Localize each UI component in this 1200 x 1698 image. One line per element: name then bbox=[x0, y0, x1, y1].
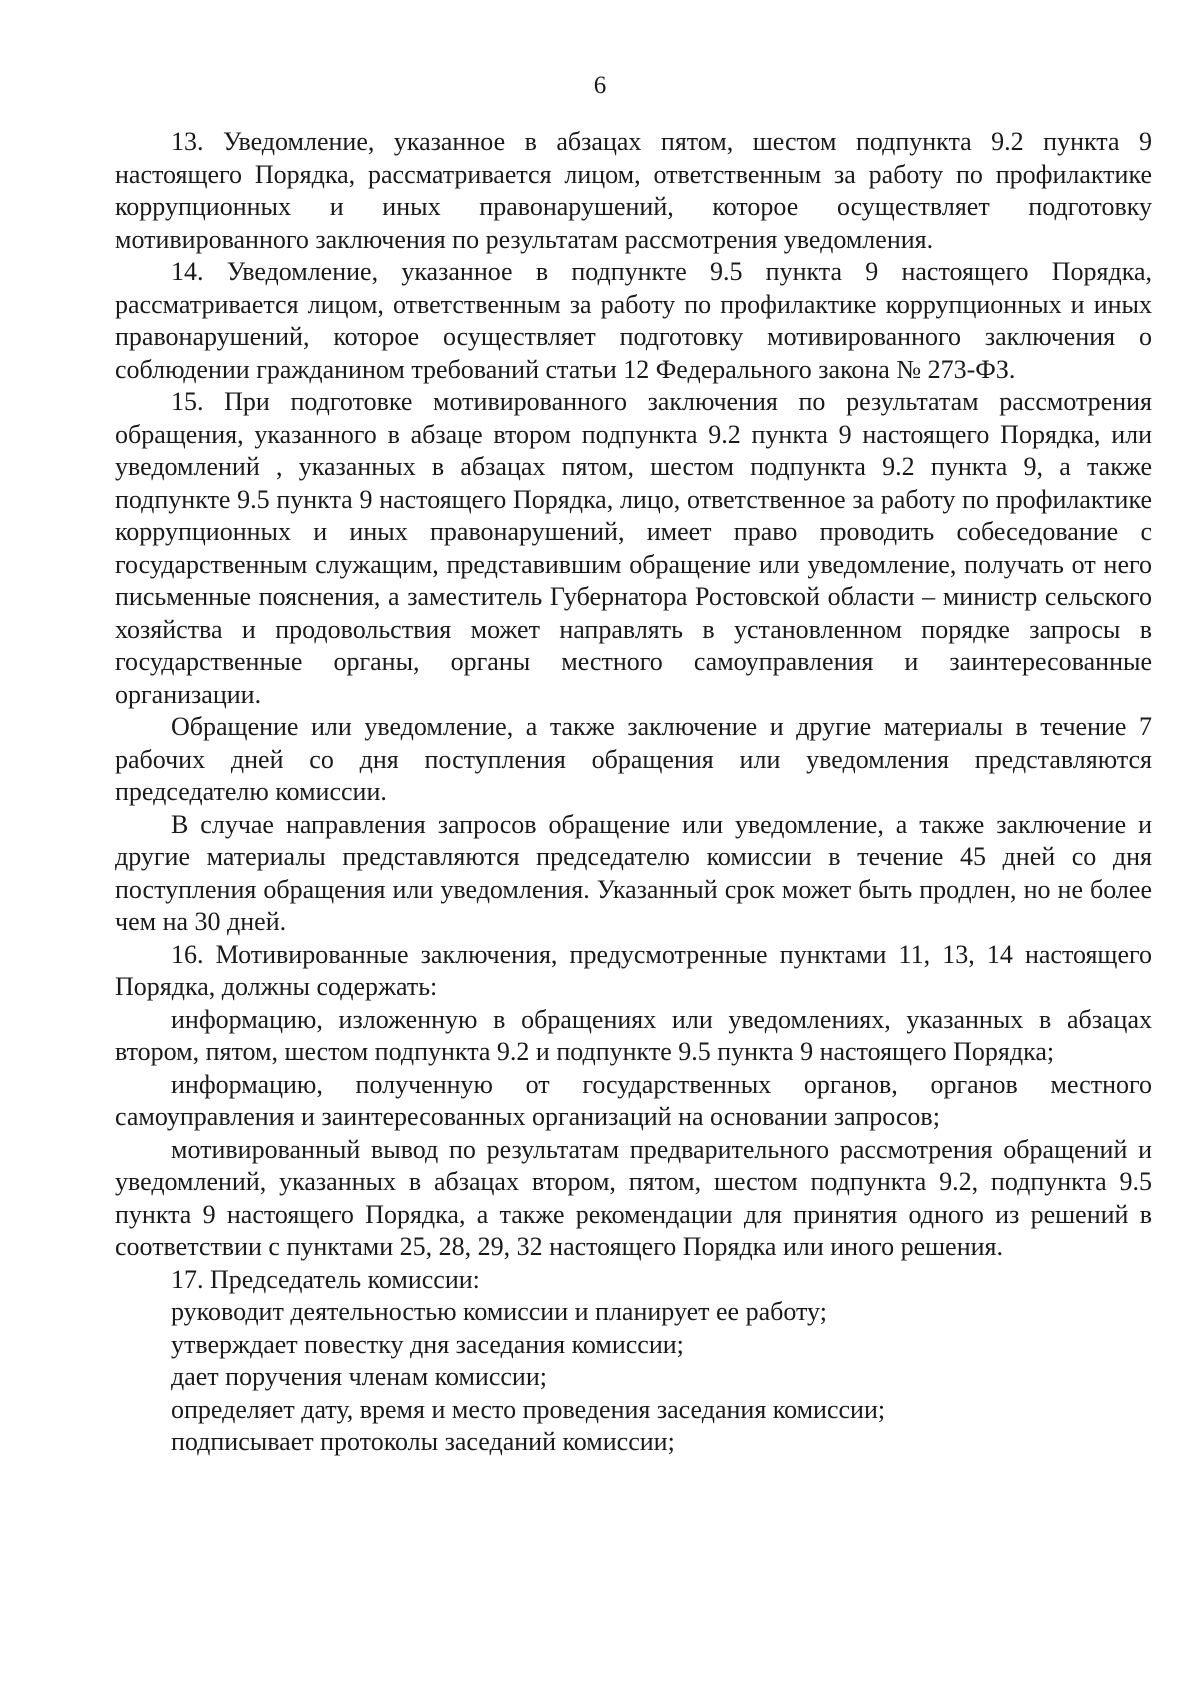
paragraph-15-materials-deadline: Обращение или уведомление, а также заключение и другие материалы в течение 7 рабочих дней со дня поступления обращения или уведомления представляются председателю комиссии. bbox=[115, 712, 1152, 806]
paragraph-16-item-1: информацию, изложенную в обращениях или уведомлениях, указанных в абзацах втором, пятом, шестом подпункта 9.2 и подпункте 9.5 пункта 9 настоящего Порядка; bbox=[115, 1004, 1152, 1066]
paragraph-17-item-3: дает поручения членам комиссии; bbox=[171, 1362, 547, 1391]
paragraph-13: 13. Уведомление, указанное в абзацах пятом, шестом подпункта 9.2 пункта 9 настоящего Порядка, рассматривается лицом, ответственным за работу по профилактике коррупционных и иных правонарушений, которое осуществляет подготовку мотивированного заключения по результатам рассмотрения уведомления. bbox=[115, 127, 1152, 254]
paragraph-17-item-2: утверждает повестку дня заседания комиссии; bbox=[171, 1329, 684, 1359]
document-body bbox=[115, 126, 1152, 1459]
paragraph-15-requests-deadline: В случае направления запросов обращение или уведомление, а также заключение и другие материалы представляются председателю комиссии в течение 45 дней со дня поступления обращения или уведомления. Указанный срок может быть продлен, но не более чем на 30 дней. bbox=[115, 809, 1152, 936]
paragraph-15: 15. При подготовке мотивированного заключения по результатам рассмотрения обращения, указанного в абзаце втором подпункта 9.2 пункта 9 настоящего Порядка, или уведомлений , указанных в абзацах пятом, шестом подпункта 9.2 пункта 9, а также подпункте 9.5 пункта 9 настоящего Порядка, лицо, ответственное за работу по профилактике коррупционных и иных правонарушений, имеет право проводить собеседование с государственным служащим, представившим обращение или уведомление, получать от него письменные пояснения, а заместитель Губернатора Ростовской области – министр сельского хозяйства и продовольствия может направлять в установленном порядке запросы в государственные органы, органы местного самоуправления и заинтересованные организации. bbox=[115, 387, 1152, 709]
paragraph-16-item-3: мотивированный вывод по результатам предварительного рассмотрения обращений и уведомлений, указанных в абзацах втором, пятом, шестом подпункта 9.2, подпункта 9.5 пункта 9 настоящего Порядка, а также рекомендации для принятия одного из решений в соответствии с пунктами 25, 28, 29, 32 настоящего Порядка или иного решения. bbox=[115, 1134, 1152, 1261]
paragraph-14: 14. Уведомление, указанное в подпункте 9.5 пункта 9 настоящего Порядка, рассматривается лицом, ответственным за работу по профилактике коррупционных и иных правонарушений, которое осуществляет подготовку мотивированного заключения о соблюдении гражданином требований статьи 12 Федерального закона № 273-ФЗ. bbox=[115, 257, 1152, 384]
paragraph-16: 16. Мотивированные заключения, предусмотренные пунктами 11, 13, 14 настоящего Порядка, должны содержать: bbox=[115, 939, 1152, 1001]
page-number: 6 bbox=[593, 72, 607, 99]
paragraph-17-item-1: руководит деятельностью комиссии и планирует ее работу; bbox=[171, 1297, 827, 1326]
paragraph-17: 17. Председатель комиссии: bbox=[171, 1264, 480, 1294]
paragraph-17-item-5: подписывает протоколы заседаний комиссии; bbox=[171, 1427, 675, 1456]
paragraph-17-item-4: определяет дату, время и место проведения заседания комиссии; bbox=[171, 1394, 886, 1424]
paragraph-16-item-2: информацию, полученную от государственных органов, органов местного самоуправления и заинтересованных организаций на основании запросов; bbox=[115, 1069, 1152, 1131]
